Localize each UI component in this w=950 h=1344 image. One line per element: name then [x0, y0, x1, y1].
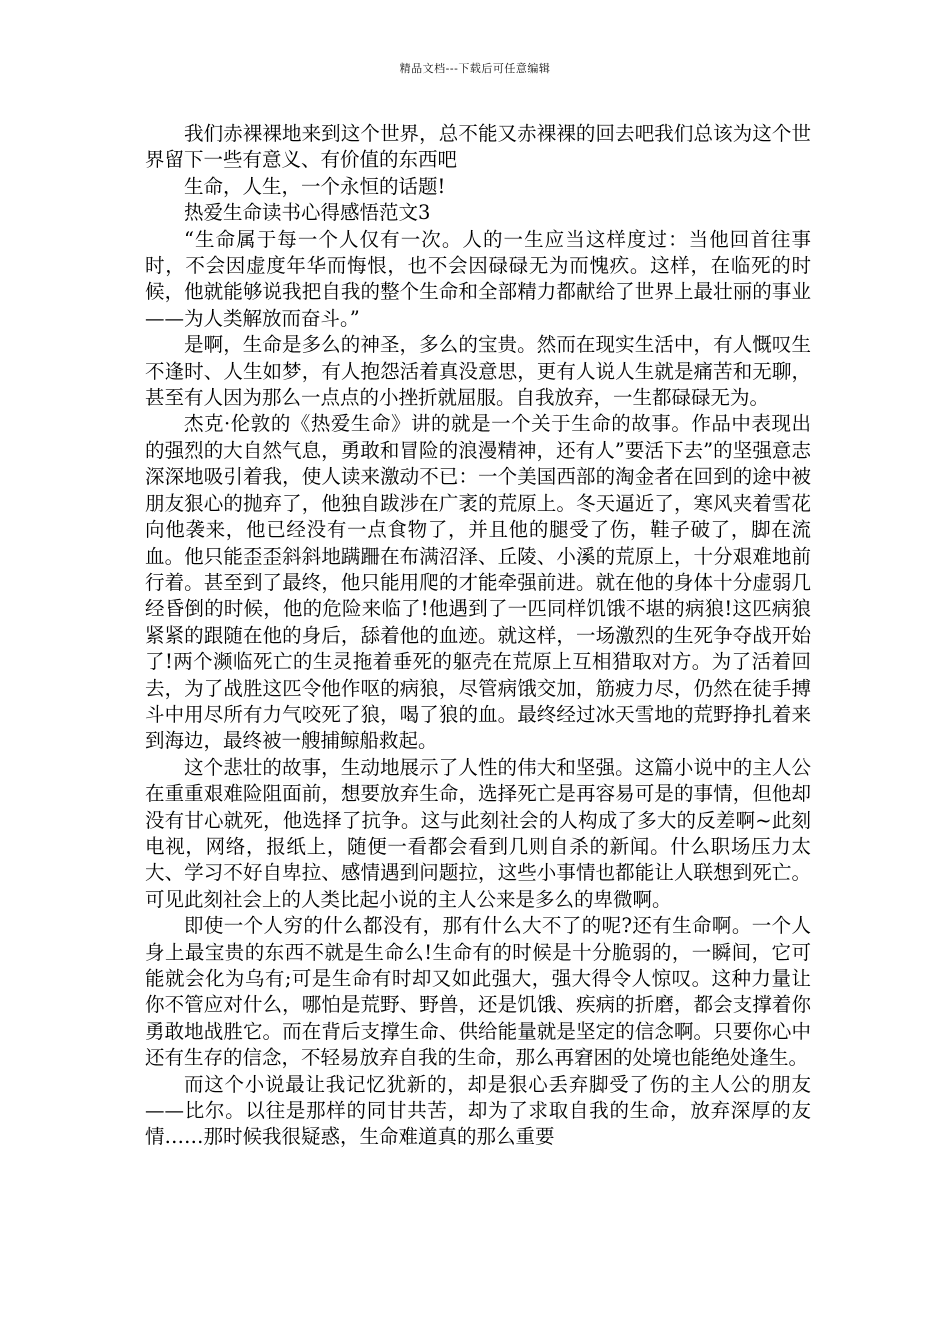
- paragraph-theme: 生命，人生，一个永恒的话题!: [184, 174, 446, 198]
- paragraph-reflection: 是啊，生命是多么的神圣，多么的宝贵。然而在现实生活中，有人慨叹生不逢时、人生如梦，有人抱怨活着真没意思，更有人说人生就是痛苦和无聊，甚至有人因为那么一点点的小挫折就屈服。自我放弃，一生都碌碌无为。: [145, 333, 811, 410]
- paragraph-contrast: 这个悲壮的故事，生动地展示了人性的伟大和坚强。这篇小说中的主人公在重重艰难险阻面前，想要放弃生命，选择死亡是再容易可是的事情，但他却没有甘心就死，他选择了抗争。这与此刻社会的人构成了多大的反差啊~此刻电视，网络，报纸上，随便一看都会看到几则自杀的新闻。什么职场压力太大、学习不好自卑拉、感情遇到问题拉，这些小事情也都能让人联想到死亡。可见此刻社会上的人类比起小说的主人公来是多么的卑微啊。: [145, 755, 811, 911]
- document-body: [145, 121, 811, 1151]
- paragraph-quote: “生命属于每一个人仅有一次。人的一生应当这样度过：当他回首往事时，不会因虚度年华而悔恨，也不会因碌碌无为而愧疚。这样，在临死的时候，他就能够说我把自我的整个生命和全部精力都献给了世界上最壮丽的事业——为人类解放而奋斗。”: [145, 227, 811, 330]
- paragraph-belief: 即使一个人穷的什么都没有，那有什么大不了的呢?还有生命啊。一个人身上最宝贵的东西不就是生命么!生命有的时候是十分脆弱的，一瞬间，它可能就会化为乌有;可是生命有时却又如此强大，强大得令人惊叹。这种力量让你不管应对什么，哪怕是荒野、野兽，还是饥饿、疾病的折磨，都会支撑着你勇敢地战胜它。而在背后支撑生命、供给能量就是坚定的信念啊。只要你心中还有生存的信念，不轻易放弃自我的生命，那么再窘困的处境也能绝处逢生。: [145, 914, 811, 1070]
- page-header: 精品文档---下载后可任意编辑: [399, 62, 551, 75]
- section-title: 热爱生命读书心得感悟范文3: [184, 201, 431, 225]
- paragraph-friend: 而这个小说最让我记忆犹新的，却是狠心丢弃脚受了伤的主人公的朋友——比尔。以往是那样的同甘共苦，却为了求取自我的生命，放弃深厚的友情……那时候我很疑惑，生命难道真的那么重要: [145, 1072, 811, 1149]
- paragraph-story: 杰克·伦敦的《热爱生命》讲的就是一个关于生命的故事。作品中表现出的强烈的大自然气息，勇敢和冒险的浪漫精神，还有人”要活下去”的坚强意志深深地吸引着我，使人读来激动不已：一个美国西部的淘金者在回到的途中被朋友狠心的抛弃了，他独自跋涉在广袤的荒原上。冬天逼近了，寒风夹着雪花向他袭来，他已经没有一点食物了，并且他的腿受了伤，鞋子破了，脚在流血。他只能歪歪斜斜地蹒跚在布满沼泽、丘陵、小溪的荒原上，十分艰难地前行着。甚至到了最终，他只能用爬的才能牵强前进。就在他的身体十分虚弱几经昏倒的时候，他的危险来临了!他遇到了一匹同样饥饿不堪的病狼!这匹病狼紧紧的跟随在他的身后，舔着他的血迹。就这样，一场激烈的生死争夺战开始了!两个濒临死亡的生灵拖着垂死的躯壳在荒原上互相猎取对方。为了活着回去，为了战胜这匹令他作呕的病狼，尽管病饿交加，筋疲力尽，仍然在徒手搏斗中用尽所有力气咬死了狼，喝了狼的血。最终经过冰天雪地的荒野挣扎着来到海边，最终被一艘捕鲸船救起。: [145, 412, 811, 753]
- paragraph-intro: 我们赤裸裸地来到这个世界，总不能又赤裸裸的回去吧我们总该为这个世界留下一些有意义、有价值的东西吧: [145, 122, 811, 172]
